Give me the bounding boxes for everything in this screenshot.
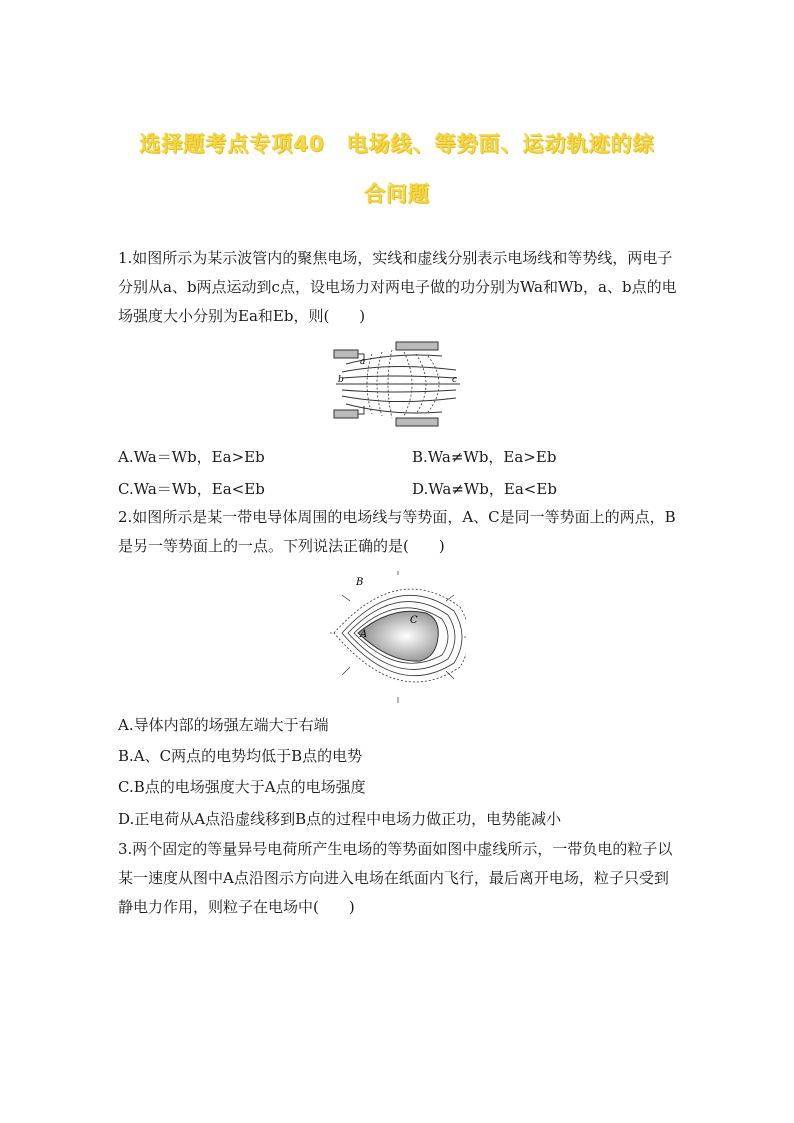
left-electrode-bottom bbox=[334, 410, 358, 418]
q1-option-c: C.Wa＝Wb，Ea<Eb bbox=[118, 480, 265, 498]
q1-option-a: A.Wa＝Wb，Ea>Eb bbox=[118, 448, 265, 466]
right-electrode-top bbox=[396, 342, 438, 350]
left-electrode-top bbox=[334, 350, 358, 358]
label-a: a bbox=[360, 357, 366, 367]
q3-stem: 3.两个固定的等量异号电荷所产生电场的等势面如图中虚线所示，一带负电的粒子以某一速度从图中A点沿图示方向进入电场在纸面内飞行，最后离开电场，粒子只受到静电力作用，则粒子在电场中( ) bbox=[118, 840, 673, 916]
q2-option-a: A.导体内部的场强左端大于右端 bbox=[118, 716, 329, 734]
label-A: A bbox=[360, 629, 368, 640]
q2-stem: 2.如图所示是某一带电导体周围的电场线与等势面，A、C是同一等势面上的两点，B是另一等势面上的一点。下列说法正确的是( ) bbox=[118, 508, 676, 555]
q2-option-d: D.正电荷从A点沿虚线移到B点的过程中电场力做正功，电势能减小 bbox=[118, 810, 562, 828]
title-line-2: 合问题 bbox=[364, 182, 430, 206]
title-line-1: 选择题考点专项40 电场线、等势面、运动轨迹的综 bbox=[139, 132, 655, 156]
label-B: B bbox=[356, 577, 364, 588]
q1-option-b: B.Wa≠Wb，Ea>Eb bbox=[412, 448, 557, 466]
q1-option-d: D.Wa≠Wb，Ea<Eb bbox=[412, 480, 557, 498]
label-c: c bbox=[452, 375, 458, 385]
label-b: b bbox=[338, 375, 344, 385]
q1-figure-oscilloscope-field bbox=[332, 340, 464, 428]
label-C: C bbox=[410, 615, 418, 626]
q2-option-c: C.B点的电场强度大于A点的电场强度 bbox=[118, 778, 366, 796]
q1-stem: 1.如图所示为某示波管内的聚焦电场，实线和虚线分别表示电场线和等势线，两电子分别从a、b两点运动到c点，设电场力对两电子做的功分别为Wa和Wb，a、b点的电场强度大小分别为Ea和Eb，则( ) bbox=[118, 249, 677, 325]
q2-figure-conductor-field bbox=[330, 571, 466, 703]
q2-option-b: B.A、C两点的电势均低于B点的电势 bbox=[118, 747, 363, 765]
right-electrode-bottom bbox=[396, 418, 438, 426]
